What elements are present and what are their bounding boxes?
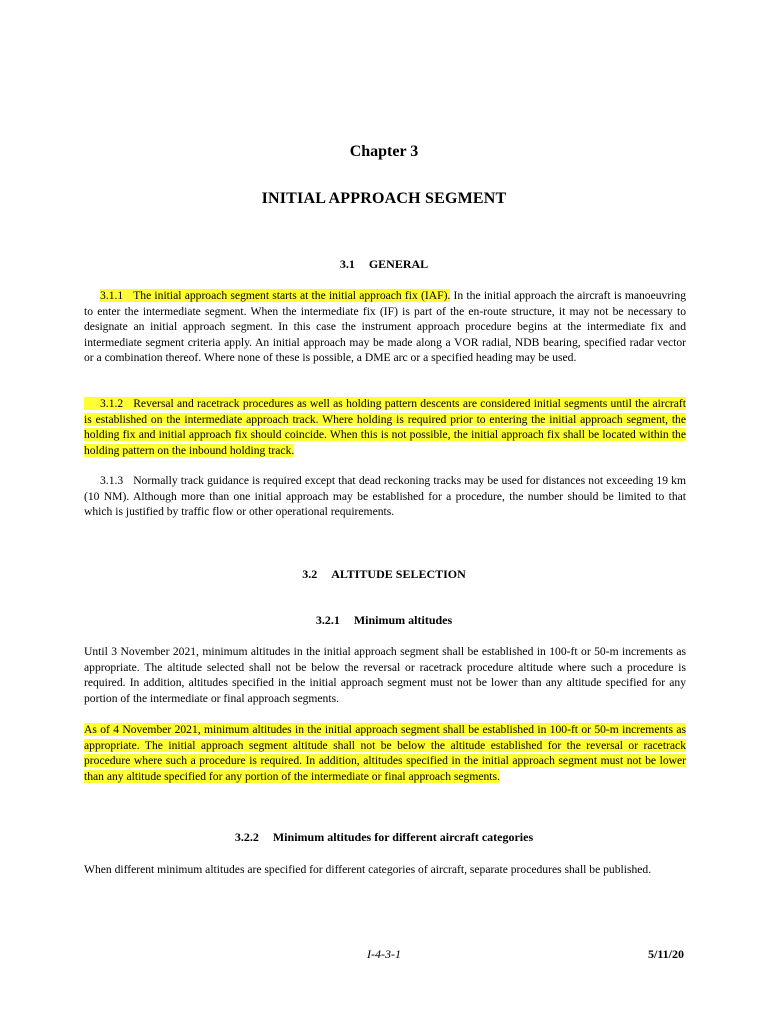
paragraph-3-1-1 — [84, 288, 686, 366]
section-label: GENERAL — [368, 257, 429, 271]
section-number: 3.2 — [302, 567, 318, 581]
section-number: 3.2.2 — [234, 830, 259, 844]
paragraph-min-altitudes-until — [84, 644, 686, 706]
subsection-heading-3-2-1 — [0, 613, 768, 628]
section-heading-3-2 — [0, 567, 768, 582]
section-label: Minimum altitudes for different aircraft categories — [272, 830, 534, 844]
paragraph-number: 3.1.1 — [100, 289, 124, 302]
section-number: 3.2.1 — [315, 613, 340, 627]
paragraph-body: Until 3 November 2021, minimum altitudes in the initial approach segment shall be established in 100-ft or 50-m increments as appropriate. The altitude selected shall not be below the reversal or racetrack procedure altitude where such a procedure is required. In addition, altitudes specified in the initial approach segment must not be lower than any altitude specified for any portion of the intermediate or final approach segments. — [84, 645, 686, 705]
subsection-heading-3-2-2 — [0, 830, 768, 845]
paragraph-3-1-2 — [84, 396, 686, 458]
section-heading-3-1 — [0, 257, 768, 272]
section-label: Minimum altitudes — [353, 613, 453, 627]
highlight-body: Reversal and racetrack procedures as well as holding pattern descents are considered initial segments until the aircraft is established on the intermediate approach track. Where holding is required prior to entering the initial approach segment, the holding fix and initial approach fix should coincide. When this is not possible, the initial approach fix shall be located within the holding pattern on the inbound holding track. — [84, 397, 686, 457]
paragraph-min-altitudes-as-of — [84, 722, 686, 784]
paragraph-number: 3.1.3 — [100, 474, 124, 487]
paragraph-body: In the initial approach the aircraft is manoeuvring to enter the intermediate segment. When the intermediate fix (IF) is part of the en-route structure, it may not be necessary to designate an initial approach segment. In this case the instrument approach procedure begins at the intermediate fix and intermediate segment criteria apply. An initial approach may be made along a VOR radial, NDB bearing, specified radar vector or a combination thereof. Where none of these is possible, a DME arc or a specified heading may be used. — [84, 289, 686, 365]
paragraph-body: When different minimum altitudes are specified for different categories of aircraft, separate procedures shall be published. — [84, 863, 652, 876]
paragraph-aircraft-categories — [84, 862, 686, 878]
highlighted-text — [100, 289, 450, 302]
paragraph-number: 3.1.2 — [100, 397, 124, 410]
highlighted-text — [84, 397, 686, 457]
paragraph-3-1-3 — [84, 473, 686, 520]
chapter-heading: Chapter 3 — [349, 143, 419, 160]
highlight-sentence: The initial approach segment starts at the initial approach fix (IAF). — [133, 289, 451, 302]
section-number: 3.1 — [339, 257, 355, 271]
chapter-title: INITIAL APPROACH SEGMENT — [261, 190, 507, 207]
section-label: ALTITUDE SELECTION — [331, 567, 466, 581]
highlighted-text: As of 4 November 2021, minimum altitudes in the initial approach segment shall be established in 100-ft or 50-m increments as appropriate. The initial approach segment altitude shall not be below the altitude established for the reversal or racetrack procedure where such a procedure is required. In addition, altitudes specified in the initial approach segment must not be lower than any altitude specified for any portion of the intermediate or final approach segments. — [84, 723, 686, 783]
page-date: 5/11/20 — [647, 947, 684, 961]
paragraph-body: Normally track guidance is required except that dead reckoning tracks may be used for distances not exceeding 19 km (10 NM). Although more than one initial approach may be established for a procedure, the number should be limited to that which is justified by traffic flow or other operational requirements. — [84, 474, 686, 519]
page-identifier: I-4-3-1 — [367, 947, 401, 961]
